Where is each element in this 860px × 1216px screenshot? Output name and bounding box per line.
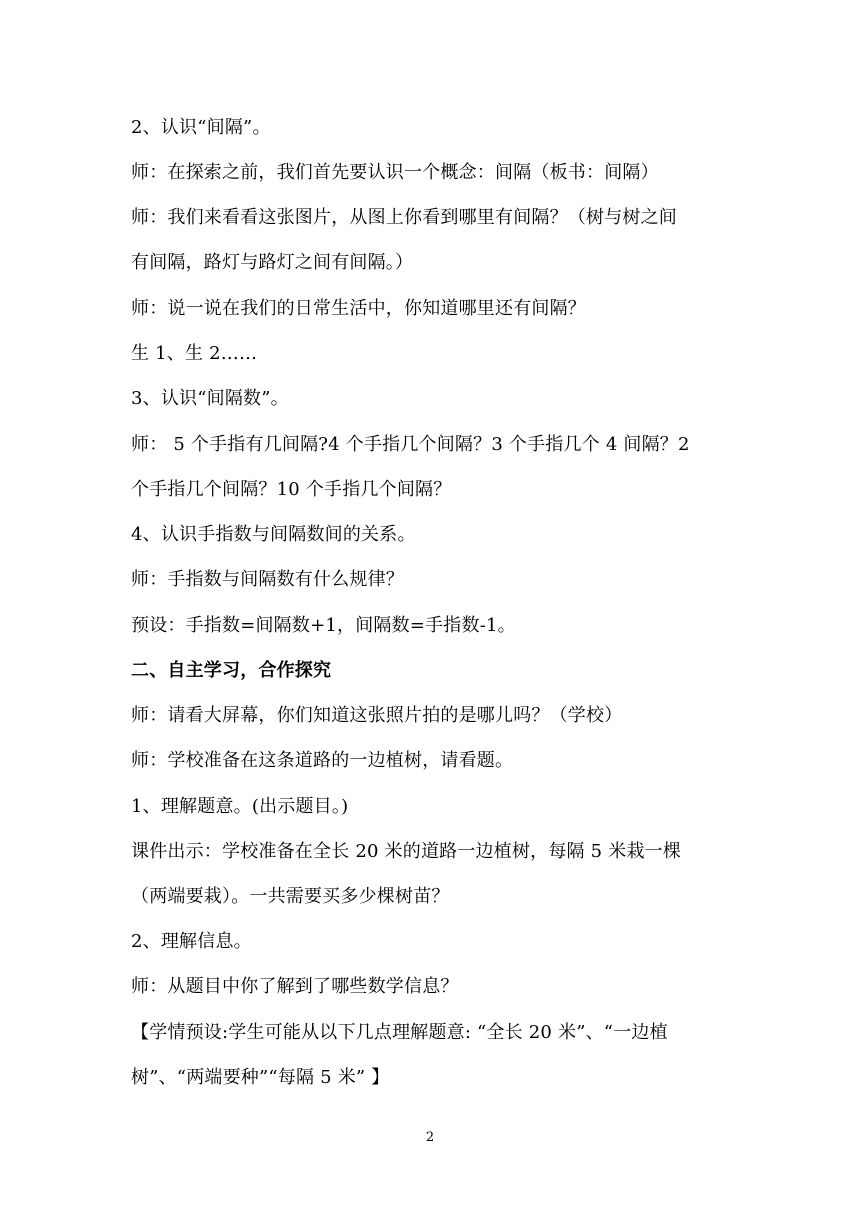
heading-finger-interval-relation: 4、认识手指数与间隔数间的关系。 <box>131 524 416 545</box>
paragraph-line: 师：请看大屏幕，你们知道这张照片拍的是哪儿吗？（学校） <box>131 705 623 726</box>
heading-recognize-interval-count: 3、认识“间隔数”。 <box>131 388 289 409</box>
paragraph-line: 师：从题目中你了解到了哪些数学信息？ <box>131 976 459 997</box>
paragraph-line: 个手指几个间隔？10 个手指几个间隔？ <box>131 479 452 500</box>
paragraph-line: 师：我们来看看这张图片，从图上你看到哪里有间隔？（树与树之间 <box>131 207 677 228</box>
paragraph-line: （两端要栽）。一共需要买多少棵树苗？ <box>131 886 450 907</box>
paragraph-line: 【学情预设:学生可能从以下几点理解题意: “全长 20 米”、“一边植 <box>131 1022 668 1043</box>
section-heading: 二、自主学习，合作探究 <box>131 660 332 681</box>
heading-understand-problem: 1、理解题意。(出示题目。) <box>131 796 349 817</box>
paragraph-line: 师：学校准备在这条道路的一边植树，请看题。 <box>131 750 514 771</box>
paragraph-line: 师：手指数与间隔数有什么规律？ <box>131 569 404 590</box>
paragraph-line: 生 1、生 2…… <box>131 343 258 364</box>
heading-recognize-interval: 2、认识“间隔”。 <box>131 117 271 138</box>
page-number: 2 <box>425 1130 435 1145</box>
paragraph-line: 预设：手指数=间隔数+1，间隔数=手指数-1。 <box>131 615 516 636</box>
heading-understand-info: 2、理解信息。 <box>131 931 252 952</box>
paragraph-line: 有间隔，路灯与路灯之间有间隔。） <box>131 252 414 273</box>
paragraph-line: 师： 5 个手指有几间隔?4 个手指几个间隔？3 个手指几个 4 间隔？2 <box>131 434 690 455</box>
paragraph-line: 师：在探索之前，我们首先要认识一个概念：间隔（板书：间隔） <box>131 162 659 183</box>
paragraph-line: 树”、“两端要种”“每隔 5 米” 】 <box>131 1067 390 1088</box>
paragraph-line: 课件出示：学校准备在全长 20 米的道路一边植树，每隔 5 米栽一棵 <box>131 841 682 862</box>
paragraph-line: 师：说一说在我们的日常生活中，你知道哪里还有间隔？ <box>131 298 586 319</box>
